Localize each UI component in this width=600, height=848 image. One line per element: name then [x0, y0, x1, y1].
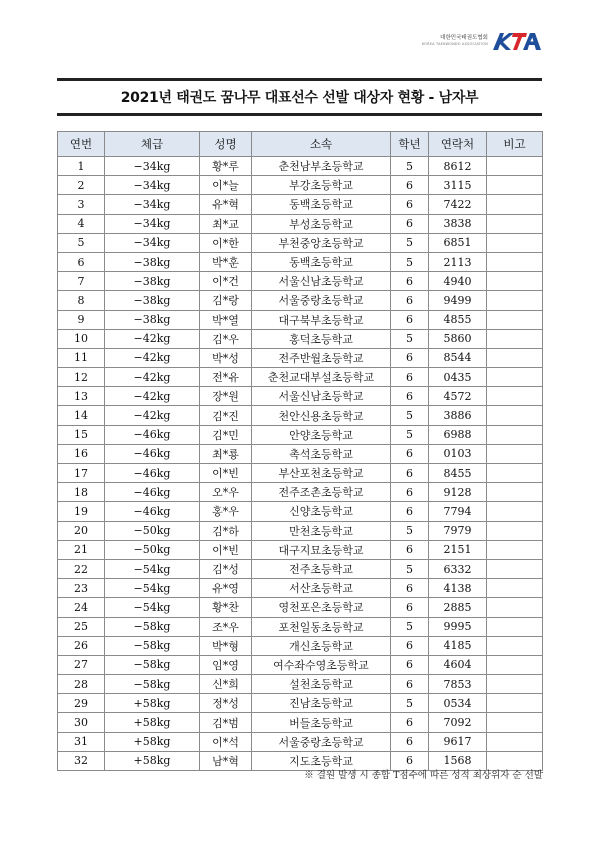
cell-grade: 5 [391, 233, 429, 252]
cell-name: 김*범 [200, 713, 252, 732]
cell-grade: 6 [391, 444, 429, 463]
cell-school: 서울신남초등학교 [252, 387, 391, 406]
cell-weight-class: −38kg [105, 291, 200, 310]
table-row [58, 406, 543, 425]
table-row [58, 157, 543, 176]
cell-number: 10 [58, 329, 105, 348]
logo-english-text: KOREA TAEKWONDO ASSOCIATION [421, 42, 488, 46]
cell-contact: 2113 [429, 252, 487, 271]
cell-grade: 5 [391, 521, 429, 540]
table-row [58, 387, 543, 406]
cell-weight-class: −38kg [105, 272, 200, 291]
table-body [58, 157, 543, 771]
cell-number: 22 [58, 559, 105, 578]
cell-weight-class: −34kg [105, 157, 200, 176]
cell-name: 오*우 [200, 483, 252, 502]
cell-note [487, 598, 543, 617]
table-row [58, 540, 543, 559]
cell-name: 박*형 [200, 636, 252, 655]
cell-contact: 8544 [429, 348, 487, 367]
cell-school: 안양초등학교 [252, 425, 391, 444]
cell-note [487, 214, 543, 233]
cell-name: 이*건 [200, 272, 252, 291]
cell-contact: 6332 [429, 559, 487, 578]
cell-weight-class: −58kg [105, 617, 200, 636]
cell-school: 지도초등학교 [252, 751, 391, 770]
cell-number: 11 [58, 348, 105, 367]
cell-name: 김*우 [200, 329, 252, 348]
cell-weight-class: +58kg [105, 713, 200, 732]
cell-note [487, 483, 543, 502]
cell-contact: 7092 [429, 713, 487, 732]
cell-name: 김*랑 [200, 291, 252, 310]
cell-grade: 6 [391, 464, 429, 483]
cell-weight-class: +58kg [105, 694, 200, 713]
cell-number: 30 [58, 713, 105, 732]
page-title: 2021년 태권도 꿈나무 대표선수 선발 대상자 현황 - 남자부 [120, 90, 479, 106]
cell-grade: 5 [391, 617, 429, 636]
table-row [58, 348, 543, 367]
cell-name: 황*루 [200, 157, 252, 176]
table-row [58, 310, 543, 329]
column-header-name: 성명 [200, 132, 252, 157]
cell-contact: 3838 [429, 214, 487, 233]
cell-grade: 6 [391, 636, 429, 655]
cell-school: 춘천교대부설초등학교 [252, 368, 391, 387]
table-row [58, 655, 543, 674]
cell-school: 개신초등학교 [252, 636, 391, 655]
cell-weight-class: −34kg [105, 214, 200, 233]
cell-contact: 7853 [429, 675, 487, 694]
cell-weight-class: −58kg [105, 675, 200, 694]
cell-weight-class: −58kg [105, 636, 200, 655]
column-header-school: 소속 [252, 132, 391, 157]
table-row [58, 502, 543, 521]
cell-grade: 5 [391, 252, 429, 271]
table-row [58, 272, 543, 291]
cell-school: 여수좌수영초등학교 [252, 655, 391, 674]
cell-weight-class: −58kg [105, 655, 200, 674]
cell-grade: 6 [391, 732, 429, 751]
cell-number: 2 [58, 176, 105, 195]
cell-grade: 6 [391, 751, 429, 770]
table-row [58, 233, 543, 252]
cell-number: 1 [58, 157, 105, 176]
cell-grade: 6 [391, 483, 429, 502]
cell-note [487, 368, 543, 387]
logo-text [422, 36, 488, 47]
cell-grade: 6 [391, 214, 429, 233]
cell-school: 서울신남초등학교 [252, 272, 391, 291]
cell-note [487, 521, 543, 540]
cell-number: 32 [58, 751, 105, 770]
cell-contact: 8455 [429, 464, 487, 483]
cell-note [487, 329, 543, 348]
cell-grade: 5 [391, 559, 429, 578]
cell-weight-class: −34kg [105, 176, 200, 195]
cell-number: 25 [58, 617, 105, 636]
cell-school: 진남초등학교 [252, 694, 391, 713]
cell-grade: 6 [391, 176, 429, 195]
cell-contact: 9995 [429, 617, 487, 636]
table-row [58, 425, 543, 444]
cell-weight-class: −54kg [105, 559, 200, 578]
table-row [58, 579, 543, 598]
cell-name: 박*성 [200, 348, 252, 367]
cell-name: 김*성 [200, 559, 252, 578]
table-row [58, 483, 543, 502]
cell-school: 대구북부초등학교 [252, 310, 391, 329]
cell-name: 이*한 [200, 233, 252, 252]
cell-name: 장*원 [200, 387, 252, 406]
roster-table [57, 131, 543, 771]
table-row [58, 636, 543, 655]
cell-school: 대구지묘초등학교 [252, 540, 391, 559]
cell-grade: 6 [391, 387, 429, 406]
cell-number: 4 [58, 214, 105, 233]
cell-contact: 2151 [429, 540, 487, 559]
cell-weight-class: −42kg [105, 387, 200, 406]
cell-contact: 5860 [429, 329, 487, 348]
cell-name: 이*늘 [200, 176, 252, 195]
table-row [58, 195, 543, 214]
cell-name: 이*석 [200, 732, 252, 751]
cell-grade: 6 [391, 598, 429, 617]
cell-number: 13 [58, 387, 105, 406]
cell-school: 신양초등학교 [252, 502, 391, 521]
table-row [58, 694, 543, 713]
column-header-number: 연번 [58, 132, 105, 157]
table-row [58, 214, 543, 233]
cell-name: 김*하 [200, 521, 252, 540]
cell-number: 16 [58, 444, 105, 463]
cell-note [487, 406, 543, 425]
cell-number: 26 [58, 636, 105, 655]
cell-number: 28 [58, 675, 105, 694]
cell-weight-class: −46kg [105, 444, 200, 463]
cell-note [487, 559, 543, 578]
column-header-note: 비고 [487, 132, 543, 157]
cell-school: 설천초등학교 [252, 675, 391, 694]
cell-note [487, 713, 543, 732]
cell-number: 31 [58, 732, 105, 751]
cell-name: 정*성 [200, 694, 252, 713]
table-row [58, 329, 543, 348]
cell-name: 최*룡 [200, 444, 252, 463]
cell-name: 유*영 [200, 579, 252, 598]
cell-contact: 0103 [429, 444, 487, 463]
table-row [58, 368, 543, 387]
cell-grade: 6 [391, 579, 429, 598]
cell-school: 춘천남부초등학교 [252, 157, 391, 176]
cell-note [487, 272, 543, 291]
cell-grade: 6 [391, 540, 429, 559]
cell-name: 남*혁 [200, 751, 252, 770]
cell-school: 만천초등학교 [252, 521, 391, 540]
table-row [58, 291, 543, 310]
column-header-grade: 학년 [391, 132, 429, 157]
cell-weight-class: −34kg [105, 233, 200, 252]
cell-note [487, 233, 543, 252]
cell-school: 서산초등학교 [252, 579, 391, 598]
cell-contact: 6988 [429, 425, 487, 444]
cell-number: 9 [58, 310, 105, 329]
cell-number: 27 [58, 655, 105, 674]
cell-weight-class: −38kg [105, 310, 200, 329]
cell-note [487, 540, 543, 559]
footnote: ※ 결원 발생 시 종합 T점수에 따른 성적 최상위자 순 선발 [304, 770, 543, 781]
cell-weight-class: −42kg [105, 348, 200, 367]
cell-number: 6 [58, 252, 105, 271]
cell-note [487, 291, 543, 310]
cell-grade: 6 [391, 348, 429, 367]
cell-note [487, 464, 543, 483]
cell-number: 24 [58, 598, 105, 617]
cell-grade: 6 [391, 675, 429, 694]
cell-contact: 3886 [429, 406, 487, 425]
cell-weight-class: −46kg [105, 502, 200, 521]
cell-contact: 4185 [429, 636, 487, 655]
cell-grade: 5 [391, 329, 429, 348]
cell-contact: 4940 [429, 272, 487, 291]
cell-school: 홍덕초등학교 [252, 329, 391, 348]
cell-name: 유*혁 [200, 195, 252, 214]
cell-school: 동백초등학교 [252, 195, 391, 214]
cell-number: 23 [58, 579, 105, 598]
cell-contact: 1568 [429, 751, 487, 770]
cell-name: 임*영 [200, 655, 252, 674]
cell-contact: 0435 [429, 368, 487, 387]
cell-name: 박*훈 [200, 252, 252, 271]
cell-note [487, 387, 543, 406]
cell-grade: 5 [391, 157, 429, 176]
cell-number: 19 [58, 502, 105, 521]
kta-logo [422, 30, 542, 52]
cell-note [487, 157, 543, 176]
cell-note [487, 176, 543, 195]
cell-note [487, 636, 543, 655]
cell-note [487, 732, 543, 751]
cell-name: 신*희 [200, 675, 252, 694]
cell-name: 홍*우 [200, 502, 252, 521]
cell-name: 전*유 [200, 368, 252, 387]
cell-school: 부천중앙초등학교 [252, 233, 391, 252]
cell-note [487, 252, 543, 271]
cell-weight-class: −54kg [105, 598, 200, 617]
cell-school: 천안신용초등학교 [252, 406, 391, 425]
table-header-row [58, 132, 543, 157]
cell-note [487, 694, 543, 713]
cell-contact: 7422 [429, 195, 487, 214]
cell-grade: 6 [391, 655, 429, 674]
cell-name: 김*진 [200, 406, 252, 425]
cell-contact: 9499 [429, 291, 487, 310]
cell-weight-class: +58kg [105, 751, 200, 770]
cell-contact: 9617 [429, 732, 487, 751]
cell-weight-class: −50kg [105, 521, 200, 540]
cell-number: 8 [58, 291, 105, 310]
cell-number: 20 [58, 521, 105, 540]
cell-name: 박*열 [200, 310, 252, 329]
cell-grade: 6 [391, 502, 429, 521]
cell-note [487, 310, 543, 329]
cell-grade: 5 [391, 406, 429, 425]
table-row [58, 559, 543, 578]
table-row [58, 252, 543, 271]
cell-grade: 5 [391, 425, 429, 444]
cell-contact: 8612 [429, 157, 487, 176]
cell-school: 버들초등학교 [252, 713, 391, 732]
cell-number: 7 [58, 272, 105, 291]
cell-weight-class: −38kg [105, 252, 200, 271]
cell-weight-class: −42kg [105, 368, 200, 387]
cell-contact: 7794 [429, 502, 487, 521]
cell-weight-class: −46kg [105, 483, 200, 502]
cell-school: 부강초등학교 [252, 176, 391, 195]
cell-name: 이*빈 [200, 464, 252, 483]
cell-note [487, 675, 543, 694]
cell-weight-class: −42kg [105, 406, 200, 425]
cell-grade: 6 [391, 195, 429, 214]
cell-note [487, 425, 543, 444]
cell-school: 동백초등학교 [252, 252, 391, 271]
cell-school: 영천포은초등학교 [252, 598, 391, 617]
table-row [58, 521, 543, 540]
cell-grade: 6 [391, 713, 429, 732]
cell-school: 부성초등학교 [252, 214, 391, 233]
column-header-weight: 체급 [105, 132, 200, 157]
cell-contact: 2885 [429, 598, 487, 617]
cell-contact: 6851 [429, 233, 487, 252]
cell-school: 부산포천초등학교 [252, 464, 391, 483]
cell-number: 18 [58, 483, 105, 502]
cell-number: 14 [58, 406, 105, 425]
cell-weight-class: −50kg [105, 540, 200, 559]
cell-weight-class: +58kg [105, 732, 200, 751]
table-row [58, 617, 543, 636]
cell-school: 전주조촌초등학교 [252, 483, 391, 502]
table-row [58, 732, 543, 751]
cell-contact: 4572 [429, 387, 487, 406]
cell-number: 29 [58, 694, 105, 713]
cell-contact: 4138 [429, 579, 487, 598]
cell-weight-class: −46kg [105, 425, 200, 444]
cell-contact: 4855 [429, 310, 487, 329]
cell-weight-class: −54kg [105, 579, 200, 598]
cell-weight-class: −42kg [105, 329, 200, 348]
cell-number: 15 [58, 425, 105, 444]
cell-school: 서울중랑초등학교 [252, 732, 391, 751]
table-row [58, 598, 543, 617]
cell-contact: 9128 [429, 483, 487, 502]
table-row [58, 464, 543, 483]
cell-grade: 6 [391, 272, 429, 291]
cell-grade: 6 [391, 368, 429, 387]
cell-contact: 3115 [429, 176, 487, 195]
cell-contact: 7979 [429, 521, 487, 540]
cell-number: 3 [58, 195, 105, 214]
title-bar [57, 78, 542, 116]
table-row [58, 675, 543, 694]
cell-name: 최*교 [200, 214, 252, 233]
cell-school: 촉석초등학교 [252, 444, 391, 463]
cell-note [487, 579, 543, 598]
cell-note [487, 444, 543, 463]
cell-name: 김*민 [200, 425, 252, 444]
cell-note [487, 617, 543, 636]
cell-number: 12 [58, 368, 105, 387]
cell-contact: 0534 [429, 694, 487, 713]
logo-korean-text: 대한민국태권도협회 [440, 34, 488, 41]
cell-number: 5 [58, 233, 105, 252]
table-row [58, 176, 543, 195]
cell-number: 21 [58, 540, 105, 559]
cell-grade: 6 [391, 310, 429, 329]
cell-note [487, 195, 543, 214]
cell-grade: 6 [391, 291, 429, 310]
cell-contact: 4604 [429, 655, 487, 674]
cell-grade: 5 [391, 694, 429, 713]
cell-school: 전주초등학교 [252, 559, 391, 578]
cell-weight-class: −46kg [105, 464, 200, 483]
cell-note [487, 655, 543, 674]
table-row [58, 713, 543, 732]
cell-school: 서울중랑초등학교 [252, 291, 391, 310]
column-header-contact: 연락처 [429, 132, 487, 157]
cell-number: 17 [58, 464, 105, 483]
table-row [58, 444, 543, 463]
cell-note [487, 348, 543, 367]
cell-name: 황*찬 [200, 598, 252, 617]
cell-name: 이*빈 [200, 540, 252, 559]
cell-note [487, 502, 543, 521]
kta-logo-mark-icon [492, 30, 542, 52]
cell-school: 전주반월초등학교 [252, 348, 391, 367]
cell-weight-class: −34kg [105, 195, 200, 214]
cell-school: 포천일동초등학교 [252, 617, 391, 636]
cell-name: 조*우 [200, 617, 252, 636]
